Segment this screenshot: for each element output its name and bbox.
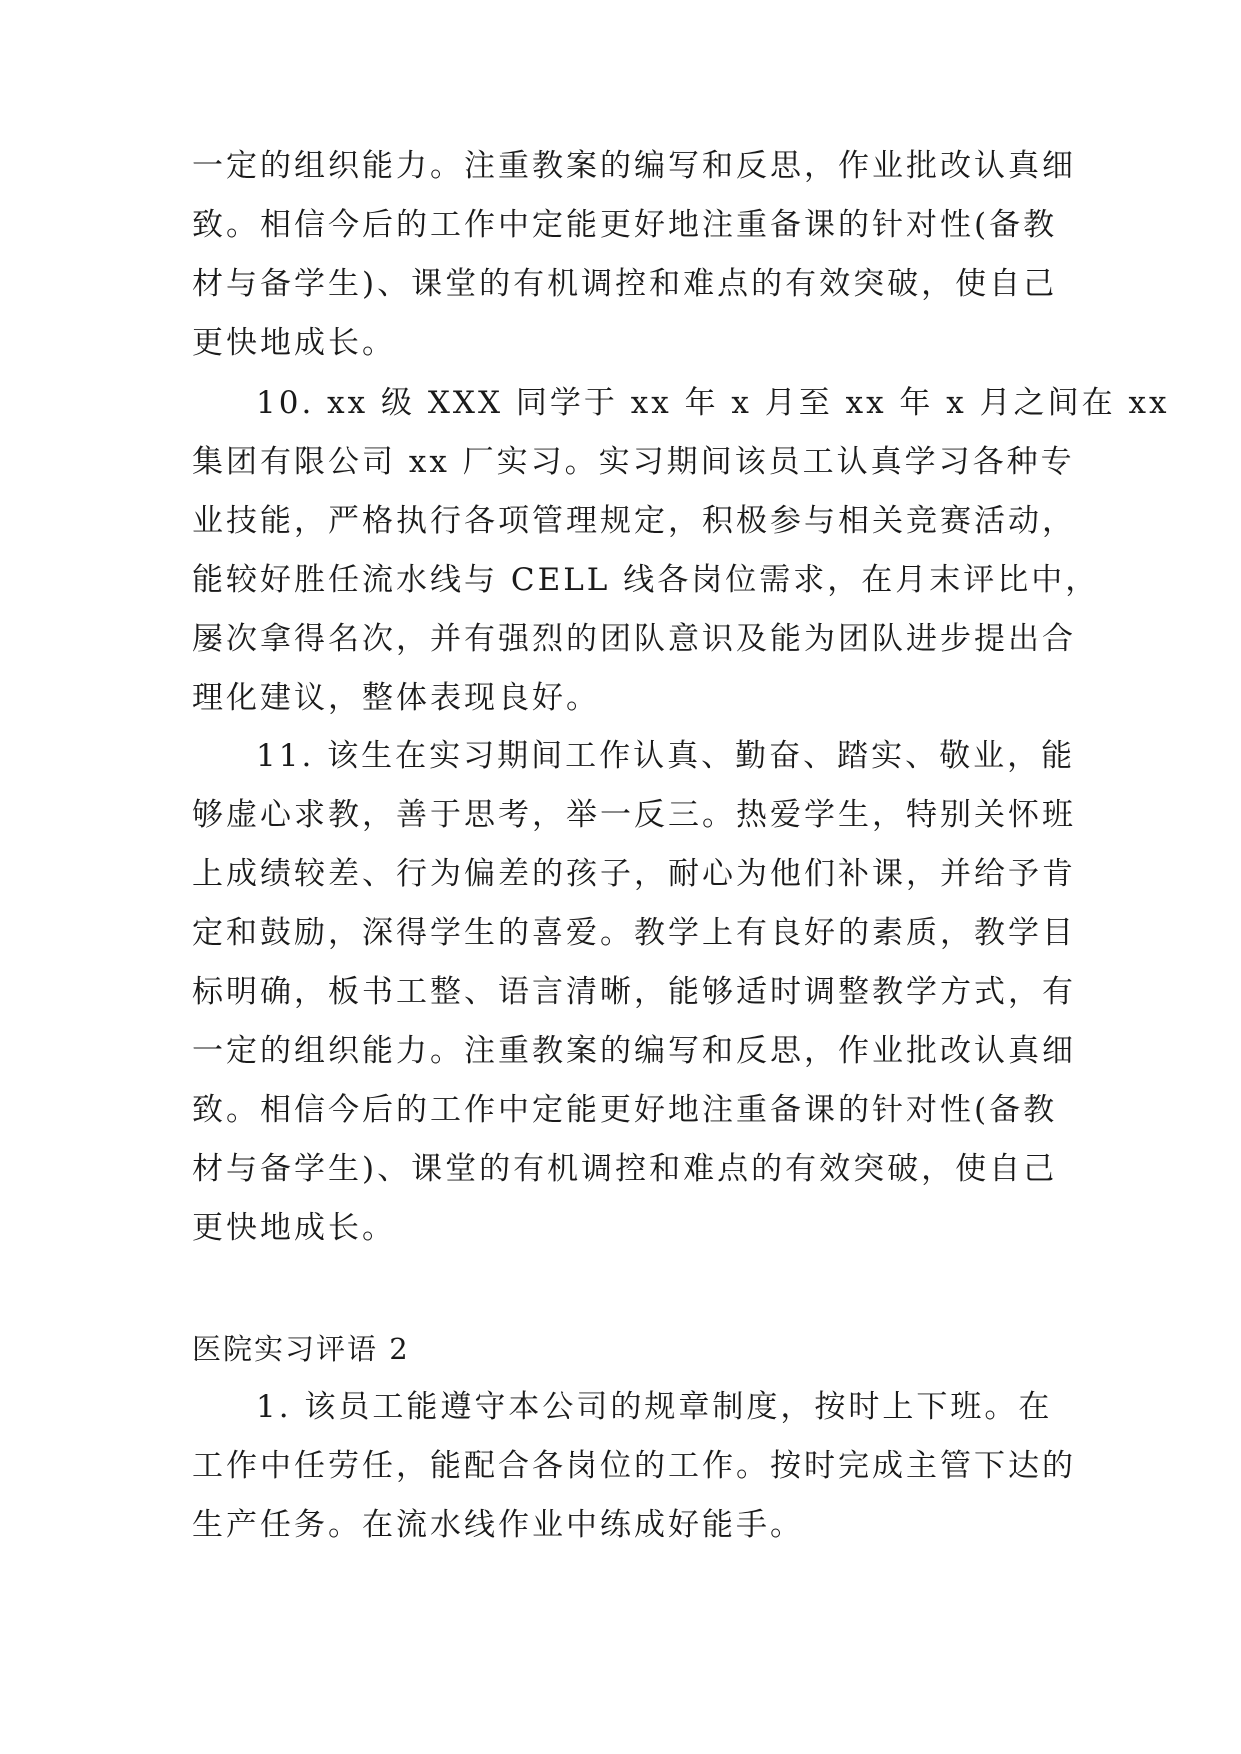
paragraph-line: 更快地成长。 bbox=[192, 325, 396, 361]
paragraph-line: 生产任务。在流水线作业中练成好能手。 bbox=[192, 1507, 804, 1543]
paragraph-line: 定和鼓励，深得学生的喜爱。教学上有良好的素质，教学目 bbox=[192, 915, 1076, 951]
paragraph-line: 10. xx 级 XXX 同学于 xx 年 x 月至 xx 年 x 月之间在 xx bbox=[256, 385, 1170, 421]
paragraph-line: 工作中任劳任，能配合各岗位的工作。按时完成主管下达的 bbox=[192, 1448, 1076, 1484]
paragraph-line: 1. 该员工能遵守本公司的规章制度，按时上下班。在 bbox=[256, 1389, 1053, 1425]
item-1-paragraph bbox=[192, 1378, 1076, 1555]
paragraph-line: 更快地成长。 bbox=[192, 1210, 396, 1246]
paragraph-line: 理化建议，整体表现良好。 bbox=[192, 680, 600, 716]
item-10-paragraph bbox=[192, 374, 1170, 728]
paragraph-line: 致。相信今后的工作中定能更好地注重备课的针对性(备教 bbox=[192, 1092, 1058, 1128]
intro-paragraph bbox=[192, 137, 1076, 373]
paragraph-line: 11. 该生在实习期间工作认真、勤奋、踏实、敬业，能 bbox=[256, 738, 1076, 774]
paragraph-line: 致。相信今后的工作中定能更好地注重备课的针对性(备教 bbox=[192, 207, 1058, 243]
paragraph-line: 够虚心求教，善于思考，举一反三。热爱学生，特别关怀班 bbox=[192, 797, 1076, 833]
section-heading-block bbox=[192, 1320, 1072, 1379]
paragraph-line: 材与备学生)、课堂的有机调控和难点的有效突破，使自己 bbox=[192, 266, 1058, 302]
paragraph-line: 一定的组织能力。注重教案的编写和反思，作业批改认真细 bbox=[192, 148, 1076, 184]
section-heading: 医院实习评语 2 bbox=[192, 1332, 410, 1366]
paragraph-line: 一定的组织能力。注重教案的编写和反思，作业批改认真细 bbox=[192, 1033, 1076, 1069]
paragraph-line: 上成绩较差、行为偏差的孩子，耐心为他们补课，并给予肯 bbox=[192, 856, 1076, 892]
paragraph-line: 业技能，严格执行各项管理规定，积极参与相关竞赛活动， bbox=[192, 503, 1076, 539]
paragraph-line: 能较好胜任流水线与 CELL 线各岗位需求，在月末评比中， bbox=[192, 562, 1100, 598]
paragraph-line: 标明确，板书工整、语言清晰，能够适时调整教学方式，有 bbox=[192, 974, 1076, 1010]
item-11-paragraph bbox=[192, 727, 1076, 1258]
paragraph-line: 集团有限公司 xx 厂实习。实习期间该员工认真学习各种专 bbox=[192, 444, 1075, 480]
paragraph-line: 屡次拿得名次，并有强烈的团队意识及能为团队进步提出合 bbox=[192, 621, 1076, 657]
paragraph-line: 材与备学生)、课堂的有机调控和难点的有效突破，使自己 bbox=[192, 1151, 1058, 1187]
